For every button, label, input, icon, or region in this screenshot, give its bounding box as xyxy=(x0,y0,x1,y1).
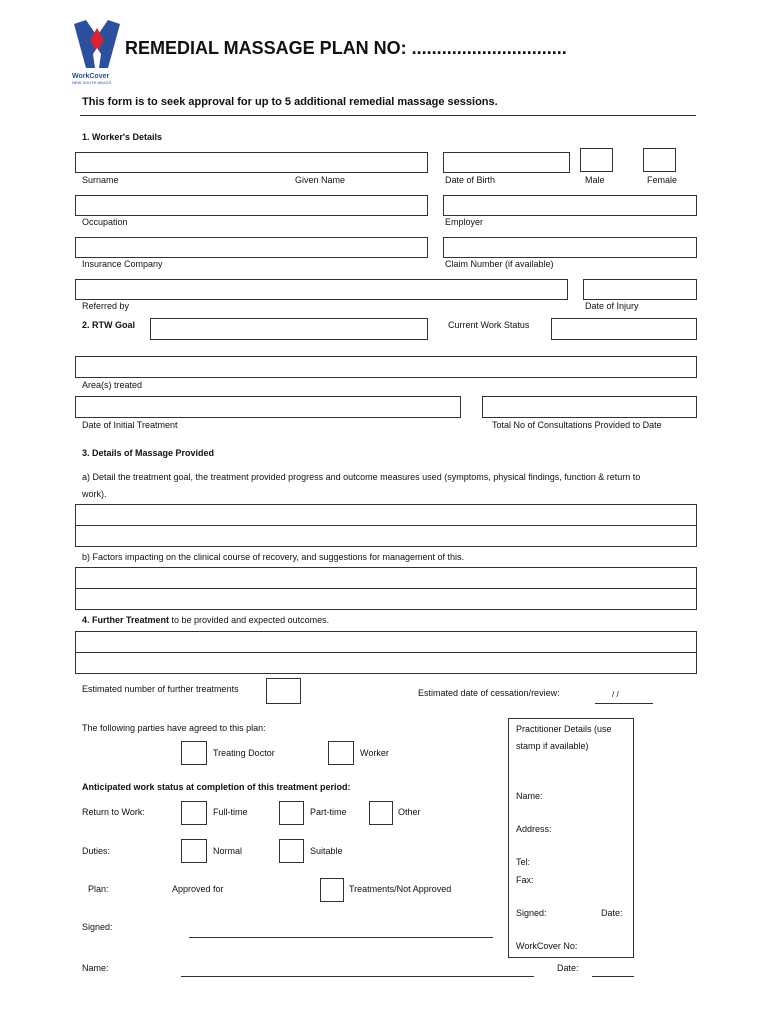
signed-label: Signed: xyxy=(82,922,113,932)
page-title: REMEDIAL MASSAGE PLAN NO: ............................... xyxy=(125,38,567,58)
name-label: Name: xyxy=(82,963,109,973)
current-work-status-label: Current Work Status xyxy=(448,320,530,330)
plan-label: Plan: xyxy=(88,884,109,894)
approved-for-label: Approved for xyxy=(172,884,224,894)
section4-heading-rest: to be provided and expected outcomes. xyxy=(169,615,330,625)
rtw-goal-field[interactable] xyxy=(150,318,428,340)
normal-checkbox[interactable] xyxy=(181,839,207,863)
duties-label: Duties: xyxy=(82,846,111,856)
female-label: Female xyxy=(647,175,678,185)
practitioner-fax-label: Fax: xyxy=(516,875,534,885)
referred-by-field[interactable] xyxy=(75,279,568,300)
insurance-company-field[interactable] xyxy=(75,237,428,258)
practitioner-workcover-no-label: WorkCover No: xyxy=(516,941,578,951)
workcover-logo-icon xyxy=(72,18,122,70)
treatments-not-approved-label: Treatments/Not Approved xyxy=(349,884,452,894)
section3-a-text-cont: work). xyxy=(82,489,107,499)
practitioner-name-label: Name: xyxy=(516,791,543,801)
practitioner-date-label: Date: xyxy=(601,908,623,918)
section3-a-field-2[interactable] xyxy=(75,525,697,547)
section1-heading: 1. Worker's Details xyxy=(82,132,163,142)
section3-b-text: b) Factors impacting on the clinical course of recovery, and suggestions for management of this. xyxy=(82,552,465,562)
current-work-status-field[interactable] xyxy=(551,318,697,340)
work-status-heading: Anticipated work status at completion of this treatment period: xyxy=(82,782,351,792)
normal-label: Normal xyxy=(213,846,243,856)
header-divider xyxy=(80,115,696,116)
part-time-label: Part-time xyxy=(310,807,347,817)
section4-field-2[interactable] xyxy=(75,652,697,674)
estimated-further-field[interactable] xyxy=(266,678,301,704)
workcover-logo xyxy=(72,18,122,85)
cessation-date-line[interactable] xyxy=(595,703,653,704)
cessation-date-slashes: / / xyxy=(612,690,619,699)
form-subtitle: This form is to seek approval for up to 5 additional remedial massage sessions. xyxy=(82,96,498,108)
parties-label: The following parties have agreed to this plan: xyxy=(82,723,266,733)
suitable-checkbox[interactable] xyxy=(279,839,304,863)
section4-heading xyxy=(82,615,329,625)
section4-heading-bold: 4. Further Treatment xyxy=(82,615,170,625)
date-initial-treatment-field[interactable] xyxy=(75,396,461,418)
treating-doctor-checkbox[interactable] xyxy=(181,741,207,765)
section3-a-field-1[interactable] xyxy=(75,504,697,526)
date-label: Date: xyxy=(557,963,579,973)
estimated-further-label: Estimated number of further treatments xyxy=(82,684,239,694)
full-time-label: Full-time xyxy=(213,807,248,817)
employer-label: Employer xyxy=(445,217,484,227)
practitioner-details-box[interactable] xyxy=(508,718,634,958)
other-label: Other xyxy=(398,807,421,817)
female-checkbox[interactable] xyxy=(643,148,676,172)
practitioner-title-2: stamp if available) xyxy=(516,741,589,751)
male-checkbox[interactable] xyxy=(580,148,613,172)
estimated-cessation-label: Estimated date of cessation/review: xyxy=(418,688,560,698)
section2-heading: 2. RTW Goal xyxy=(82,320,136,330)
date-initial-treatment-label: Date of Initial Treatment xyxy=(82,420,178,430)
return-to-work-label: Return to Work: xyxy=(82,807,145,817)
areas-treated-field[interactable] xyxy=(75,356,697,378)
practitioner-tel-label: Tel: xyxy=(516,857,531,867)
referred-by-label: Referred by xyxy=(82,301,130,311)
date-of-injury-field[interactable] xyxy=(583,279,697,300)
practitioner-signed-label: Signed: xyxy=(516,908,547,918)
section3-b-field-2[interactable] xyxy=(75,588,697,610)
practitioner-title-1: Practitioner Details (use xyxy=(516,724,612,734)
male-label: Male xyxy=(585,175,605,185)
total-consultations-label: Total No of Consultations Provided to Date xyxy=(492,420,662,430)
section4-field-1[interactable] xyxy=(75,631,697,653)
given-name-label: Given Name xyxy=(295,175,346,185)
claim-number-field[interactable] xyxy=(443,237,697,258)
occupation-label: Occupation xyxy=(82,217,128,227)
approved-treatments-field[interactable] xyxy=(320,878,344,902)
worker-checkbox[interactable] xyxy=(328,741,354,765)
section3-b-field-1[interactable] xyxy=(75,567,697,589)
practitioner-address-label: Address: xyxy=(516,824,552,834)
logo-name: WorkCover xyxy=(72,73,110,80)
date-of-injury-label: Date of Injury xyxy=(585,301,639,311)
section3-a-text: a) Detail the treatment goal, the treatment provided progress and outcome measures used (symptoms, physical findings, function & return to xyxy=(82,472,641,482)
suitable-label: Suitable xyxy=(310,846,343,856)
occupation-field[interactable] xyxy=(75,195,428,216)
part-time-checkbox[interactable] xyxy=(279,801,304,825)
worker-label: Worker xyxy=(360,748,389,758)
surname-given-name-field[interactable] xyxy=(75,152,428,173)
date-of-birth-field[interactable] xyxy=(443,152,570,173)
claim-number-label: Claim Number (if available) xyxy=(445,259,554,269)
logo-subtitle: NEW SOUTH WALES xyxy=(72,80,112,85)
date-line[interactable] xyxy=(592,976,634,977)
date-of-birth-label: Date of Birth xyxy=(445,175,496,185)
section3-heading: 3. Details of Massage Provided xyxy=(82,448,215,458)
signature-line[interactable] xyxy=(189,937,493,938)
employer-field[interactable] xyxy=(443,195,697,216)
insurance-company-label: Insurance Company xyxy=(82,259,163,269)
surname-label: Surname xyxy=(82,175,119,185)
full-time-checkbox[interactable] xyxy=(181,801,207,825)
total-consultations-field[interactable] xyxy=(482,396,697,418)
areas-treated-label: Area(s) treated xyxy=(82,380,143,390)
name-line[interactable] xyxy=(181,976,534,977)
other-checkbox[interactable] xyxy=(369,801,393,825)
treating-doctor-label: Treating Doctor xyxy=(213,748,275,758)
